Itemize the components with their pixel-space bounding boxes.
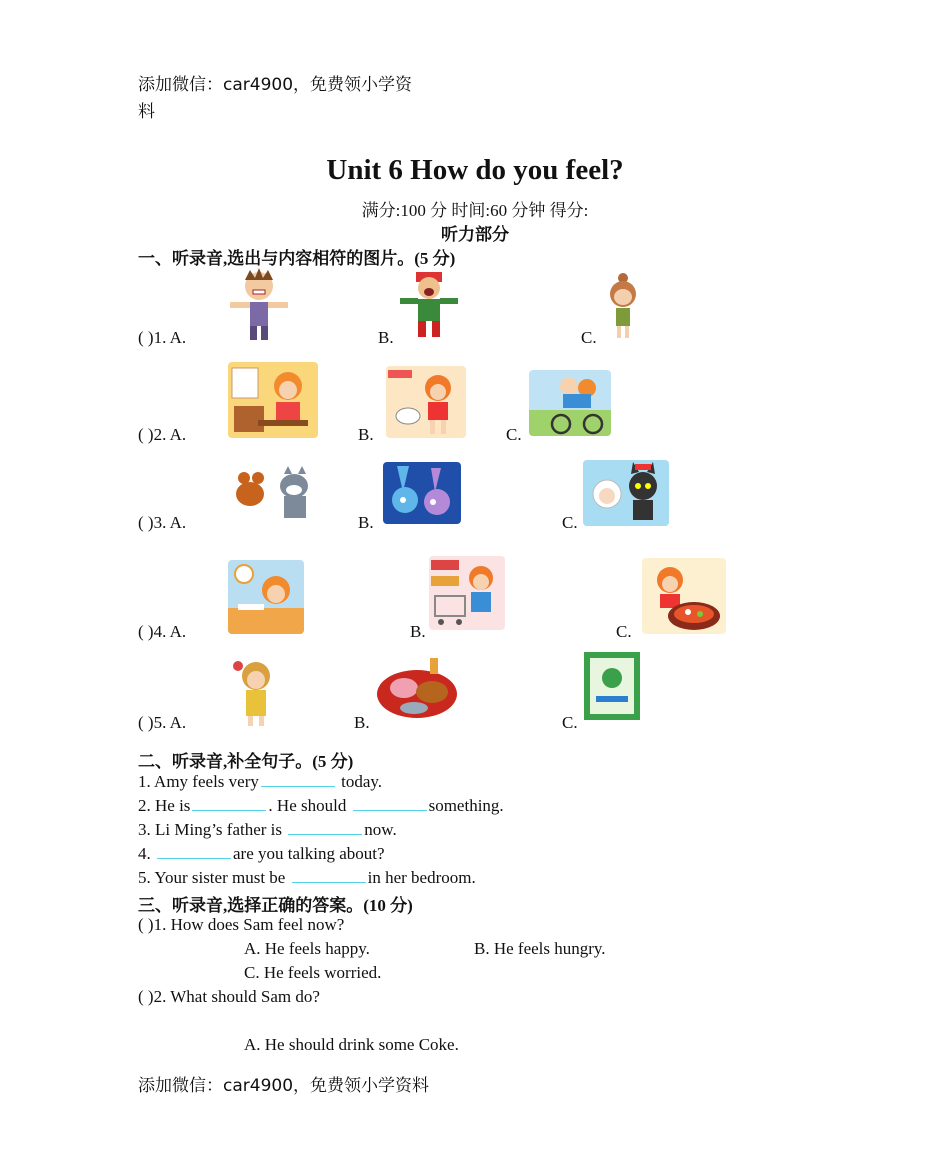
part3-heading: 三、听录音,选择正确的答案。(10 分) — [138, 896, 413, 915]
question-number: ( )4. A. — [138, 622, 187, 641]
option-c-label: C. — [562, 513, 578, 532]
option-a: A. He feels happy. — [244, 939, 370, 958]
option-a: A. He should drink some Coke. — [244, 1035, 459, 1054]
watermark-top: 添加微信：car4900，免费领小学资 — [138, 75, 413, 95]
section-listening: 听力部分 — [441, 225, 509, 244]
watermark-bottom: 添加微信：car4900，免费领小学资料 — [138, 1076, 430, 1096]
girl-worried-picture-icon — [228, 658, 284, 728]
option-b-label: B. — [410, 622, 426, 641]
rabbits-picture-icon — [383, 462, 461, 524]
books-picture-icon — [582, 650, 642, 722]
answer-blank[interactable] — [292, 868, 366, 883]
cat-mouse-picture-icon — [228, 464, 322, 528]
score-meta: 满分:100 分 时间:60 分钟 得分: — [361, 201, 589, 220]
angry-boy-picture-icon — [228, 268, 290, 344]
girl-running-dog-picture-icon — [386, 366, 466, 438]
girl-desk-clock-picture-icon — [228, 560, 304, 634]
girl-drawing-picture-icon — [228, 362, 318, 438]
girl-shopping-picture-icon — [429, 556, 505, 630]
answer-blank[interactable] — [157, 844, 231, 859]
wolf-sheep-picture-icon — [583, 460, 669, 526]
option-b-label: B. — [378, 328, 394, 347]
option-c-label: C. — [562, 713, 578, 732]
answer-blank[interactable] — [288, 820, 362, 835]
option-c-label: C. — [616, 622, 632, 641]
sad-girl-picture-icon — [604, 272, 642, 340]
question-number: ( )1. A. — [138, 328, 187, 347]
scared-man-picture-icon — [398, 270, 460, 342]
option-b-label: B. — [358, 513, 374, 532]
question-number: ( )2. A. — [138, 425, 187, 444]
fill-sentence: 1. Amy feels very today. — [138, 772, 383, 791]
option-c-label: C. — [506, 425, 522, 444]
fill-sentence: 4. are you talking about? — [138, 844, 385, 863]
option-b-label: B. — [354, 713, 370, 732]
watermark-top-continued: 料 — [138, 102, 155, 122]
page-title: Unit 6 How do you feel? — [326, 154, 624, 186]
answer-blank[interactable] — [192, 796, 266, 811]
option-b: B. He feels hungry. — [474, 939, 606, 958]
food-plate-picture-icon — [374, 654, 460, 724]
question-2: ( )2. What should Sam do? — [138, 987, 320, 1006]
answer-blank[interactable] — [261, 772, 335, 787]
option-b-label: B. — [358, 425, 374, 444]
girl-cooking-picture-icon — [642, 558, 726, 634]
part2-heading: 二、听录音,补全句子。(5 分) — [138, 752, 354, 771]
fill-sentence: 3. Li Ming’s father is now. — [138, 820, 397, 839]
part1-heading: 一、听录音,选出与内容相符的图片。(5 分) — [138, 249, 456, 268]
question-number: ( )3. A. — [138, 513, 187, 532]
kids-cycling-picture-icon — [529, 370, 611, 436]
answer-blank[interactable] — [353, 796, 427, 811]
question-number: ( )5. A. — [138, 713, 187, 732]
option-c: C. He feels worried. — [244, 963, 382, 982]
option-c-label: C. — [581, 328, 597, 347]
question-1: ( )1. How does Sam feel now? — [138, 915, 345, 934]
fill-sentence: 2. He is . He should something. — [138, 796, 504, 815]
fill-sentence: 5. Your sister must be in her bedroom. — [138, 868, 476, 887]
